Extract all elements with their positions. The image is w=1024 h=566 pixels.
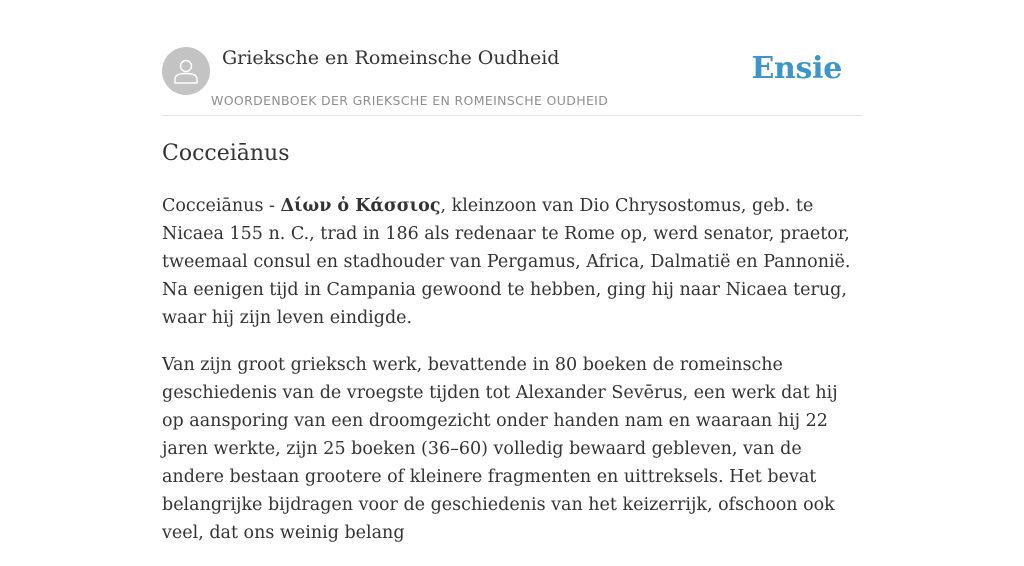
entry-title: Cocceiānus: [162, 141, 290, 166]
paragraph-2: Van zijn groot grieksch werk, bevattende in 80 boeken de romeinsche geschiedenis van de vroegste tijden tot Alexander Sevērus, een werk dat hij op aansporing van een droomgezicht onder handen nam en waaraan hij 22 jaren werkte, zijn 25 boeken (36–60) volledig bewaard gebleven, van de andere bestaan grootere of kleinere fragmenten en uittreksels. Het bevat belangrijke bijdragen voor de geschiedenis van het keizerrijk, ofschoon ook veel, dat ons weinig belang: [162, 355, 838, 543]
term-separator: -: [263, 196, 281, 216]
book-subtitle: WOORDENBOEK DER GRIEKSCHE EN ROMEINSCHE OUDHEID: [211, 93, 609, 108]
paragraph-1: [162, 192, 862, 332]
ensie-logo-link[interactable]: Ensie: [751, 51, 842, 86]
header: [162, 0, 862, 116]
avatar[interactable]: [162, 47, 210, 95]
user-icon: [171, 56, 201, 86]
greek-name: Δίων ὁ Κάσσιος: [280, 196, 441, 216]
entry-term: Cocceiānus: [162, 196, 264, 216]
paragraph-1-text: , kleinzoon van Dio Chrysostomus, geb. te Nicaea 155 n. C., trad in 186 als redenaar te Rome op, werd senator, praetor, tweemaal consul en stadhouder van Pergamus, Africa, Dalmatië en Pannonië. Na eenigen tijd in Campania gewoond te hebben, ging hij naar Nicaea terug, waar hij zijn leven eindigde.: [162, 196, 851, 328]
content-container: [162, 0, 862, 543]
book-title[interactable]: Grieksche en Romeinsche Oudheid: [222, 47, 560, 69]
entry-body: [162, 192, 862, 566]
